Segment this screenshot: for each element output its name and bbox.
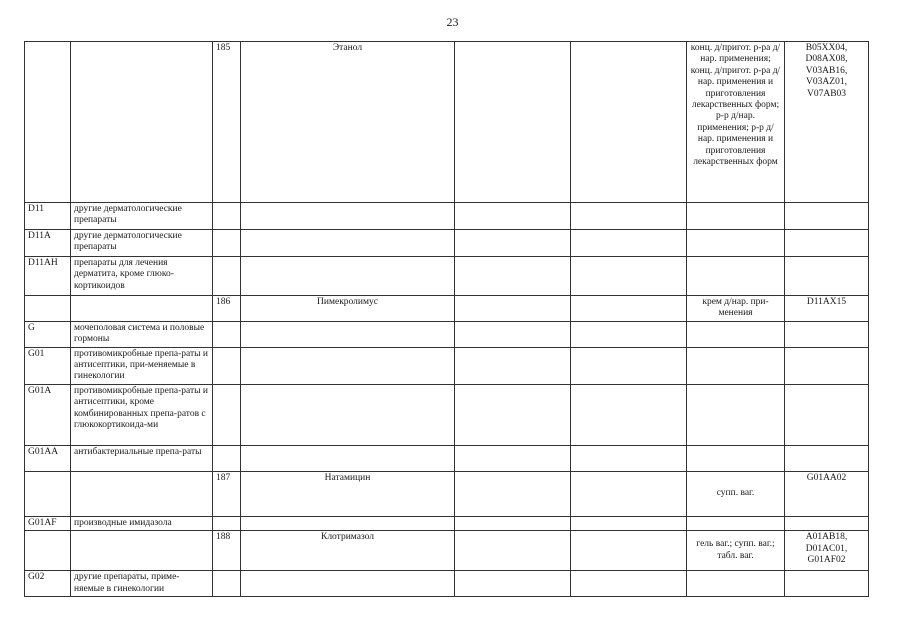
atc-group-name: антибактериальные препа-раты — [71, 445, 213, 471]
drug-name — [241, 445, 455, 471]
atc-group-code: G01 — [25, 347, 71, 384]
empty-cell — [455, 296, 571, 322]
empty-cell — [455, 42, 571, 203]
atc-group-name: мочеполовая система и половые гормоны — [71, 321, 213, 347]
atc-group-code — [25, 471, 71, 516]
atc-group-name: противомикробные препа-раты и антисептики, при-меняемые в гинекологии — [71, 347, 213, 384]
dosage-form: супп. ваг. — [687, 471, 785, 516]
drug-name: Натамицин — [241, 471, 455, 516]
table-row — [25, 296, 869, 322]
dosage-form — [687, 347, 785, 384]
atc-group-code — [25, 296, 71, 322]
item-number — [213, 445, 241, 471]
item-number — [213, 516, 241, 530]
empty-cell — [571, 296, 687, 322]
empty-cell — [571, 384, 687, 445]
atc-code — [785, 257, 869, 296]
page-number: 23 — [446, 15, 459, 29]
empty-cell — [455, 445, 571, 471]
dosage-form — [687, 230, 785, 257]
empty-cell — [571, 257, 687, 296]
atc-group-code — [25, 531, 71, 571]
atc-group-code: D11A — [25, 230, 71, 257]
atc-code: B05XX04, D08AX08, V03AB16, V03AZ01, V07AB03 — [785, 42, 869, 203]
dosage-form: крем д/нар. при-менения — [687, 296, 785, 322]
table-row — [25, 230, 869, 257]
table-row — [25, 471, 869, 516]
empty-cell — [571, 516, 687, 530]
atc-group-name — [71, 296, 213, 322]
item-number: 188 — [213, 531, 241, 571]
item-number — [213, 321, 241, 347]
dosage-form — [687, 445, 785, 471]
atc-group-code — [25, 42, 71, 203]
atc-code — [785, 571, 869, 597]
atc-group-code: G02 — [25, 571, 71, 597]
empty-cell — [455, 516, 571, 530]
table-row — [25, 384, 869, 445]
atc-group-code: D11AH — [25, 257, 71, 296]
atc-group-code: G01AF — [25, 516, 71, 530]
drug-name: Клотримазол — [241, 531, 455, 571]
dosage-form — [687, 516, 785, 530]
dosage-form: гель ваг.; супп. ваг.; табл. ваг. — [687, 531, 785, 571]
table-row — [25, 42, 869, 203]
atc-code — [785, 203, 869, 230]
drug-name — [241, 321, 455, 347]
atc-group-name: производные имидазола — [71, 516, 213, 530]
drug-name — [241, 230, 455, 257]
empty-cell — [455, 531, 571, 571]
table-row — [25, 347, 869, 384]
empty-cell — [571, 531, 687, 571]
item-number: 187 — [213, 471, 241, 516]
empty-cell — [571, 203, 687, 230]
item-number — [213, 230, 241, 257]
empty-cell — [571, 471, 687, 516]
atc-group-name: препараты для лечения дерматита, кроме глюко-кортикоидов — [71, 257, 213, 296]
atc-group-name — [71, 471, 213, 516]
atc-code — [785, 516, 869, 530]
atc-group-name — [71, 42, 213, 203]
drug-classification-table — [24, 41, 869, 597]
atc-group-name: другие дерматологические препараты — [71, 230, 213, 257]
empty-cell — [455, 257, 571, 296]
item-number — [213, 384, 241, 445]
empty-cell — [571, 571, 687, 597]
empty-cell — [571, 321, 687, 347]
atc-code: D11AX15 — [785, 296, 869, 322]
atc-group-name: другие дерматологические препараты — [71, 203, 213, 230]
atc-group-code: D11 — [25, 203, 71, 230]
item-number: 186 — [213, 296, 241, 322]
empty-cell — [455, 203, 571, 230]
empty-cell — [571, 445, 687, 471]
atc-group-code: G01A — [25, 384, 71, 445]
dosage-form — [687, 571, 785, 597]
item-number — [213, 347, 241, 384]
table-row — [25, 445, 869, 471]
empty-cell — [455, 347, 571, 384]
atc-group-name: другие препараты, приме-няемые в гинекологии — [71, 571, 213, 597]
drug-name — [241, 257, 455, 296]
drug-name — [241, 516, 455, 530]
table-row — [25, 531, 869, 571]
atc-code — [785, 445, 869, 471]
item-number: 185 — [213, 42, 241, 203]
table-row — [25, 571, 869, 597]
empty-cell — [455, 230, 571, 257]
empty-cell — [455, 321, 571, 347]
table-row — [25, 257, 869, 296]
atc-code: A01AB18, D01AC01, G01AF02 — [785, 531, 869, 571]
atc-group-code: G — [25, 321, 71, 347]
drug-name — [241, 347, 455, 384]
table-row — [25, 516, 869, 530]
drug-name — [241, 384, 455, 445]
atc-code — [785, 384, 869, 445]
item-number — [213, 571, 241, 597]
dosage-form: конц. д/пригот. р-ра д/нар. применения; конц. д/пригот. р-ра д/нар. применения и приготовления лекарственных форм; р-р д/нар. применения; р-р д/нар. применения и приготовления лекарственных форм — [687, 42, 785, 203]
dosage-form — [687, 203, 785, 230]
empty-cell — [571, 347, 687, 384]
dosage-form — [687, 384, 785, 445]
item-number — [213, 257, 241, 296]
table-row — [25, 203, 869, 230]
table-row — [25, 321, 869, 347]
empty-cell — [455, 571, 571, 597]
atc-code — [785, 347, 869, 384]
empty-cell — [571, 230, 687, 257]
atc-code — [785, 321, 869, 347]
drug-name: Этанол — [241, 42, 455, 203]
empty-cell — [571, 42, 687, 203]
atc-code: G01AA02 — [785, 471, 869, 516]
atc-group-code: G01AA — [25, 445, 71, 471]
dosage-form — [687, 321, 785, 347]
empty-cell — [455, 471, 571, 516]
drug-name: Пимекролимус — [241, 296, 455, 322]
atc-group-name: противомикробные препа-раты и антисептики, кроме комбинированных препа-ратов с глюкокортикоида-ми — [71, 384, 213, 445]
item-number — [213, 203, 241, 230]
drug-name — [241, 571, 455, 597]
dosage-form — [687, 257, 785, 296]
drug-name — [241, 203, 455, 230]
atc-group-name — [71, 531, 213, 571]
atc-code — [785, 230, 869, 257]
empty-cell — [455, 384, 571, 445]
